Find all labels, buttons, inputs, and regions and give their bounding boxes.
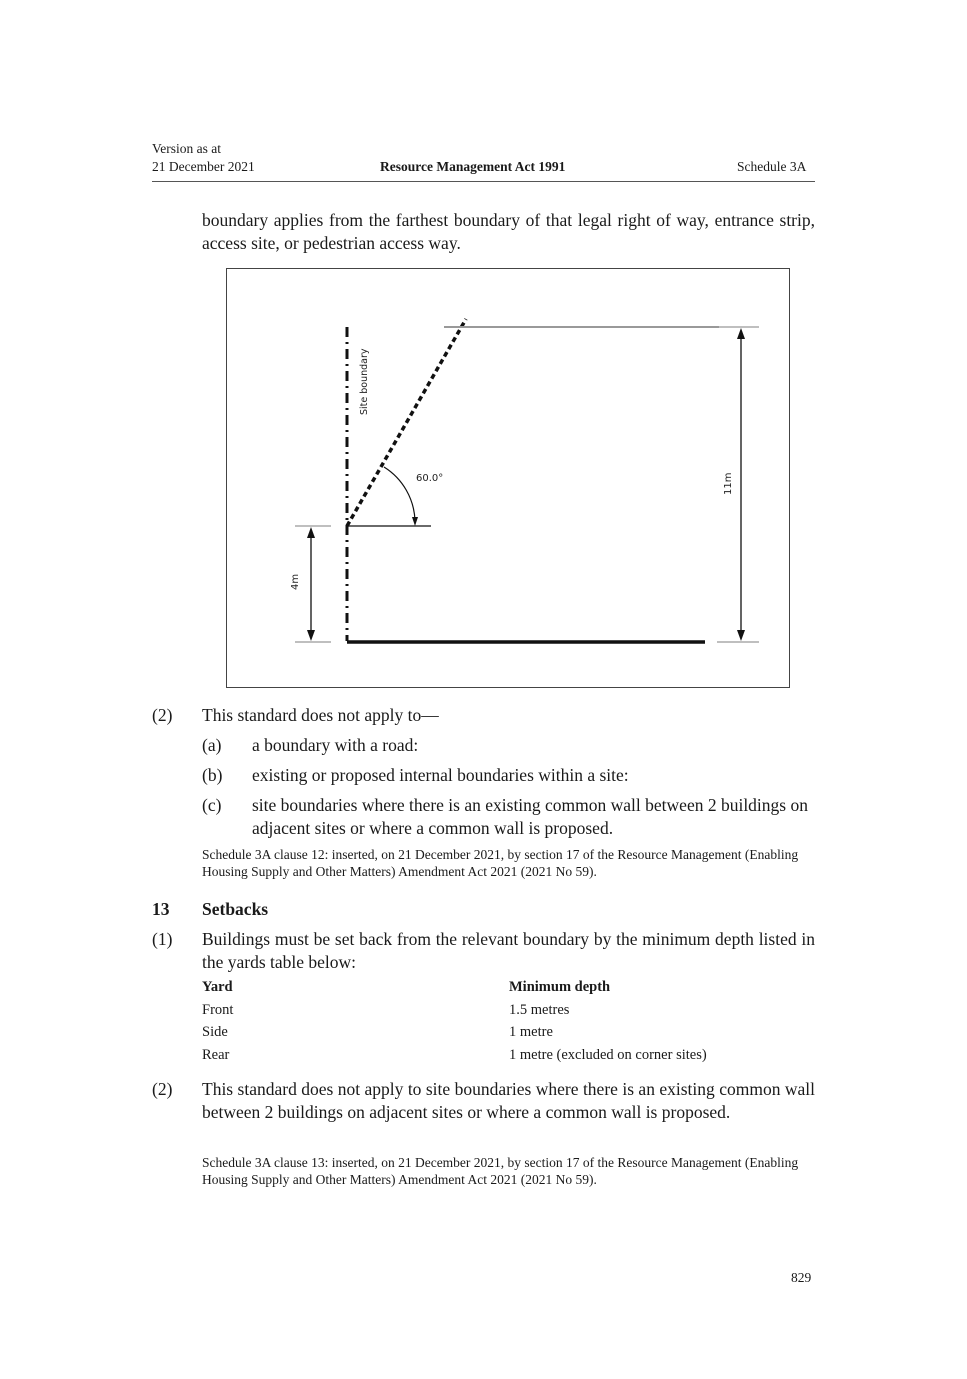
base-dim-arrow-top <box>307 527 315 538</box>
diagram-svg <box>227 269 791 689</box>
table-header-yard: Yard <box>202 979 233 995</box>
table-cell-depth: 1 metre <box>509 1024 553 1040</box>
clause13-history-note: Schedule 3A clause 13: inserted, on 21 December 2021, by section 17 of the Resource Management (Enabling Housing Supply and Other Matters) Amendment Act 2021 (2021 No 59). <box>202 1155 799 1187</box>
site-boundary-label: Site boundary <box>359 348 370 415</box>
table-cell-yard: Rear <box>202 1047 230 1063</box>
schedule-label: Schedule 3A <box>737 159 807 174</box>
angle-arrowhead <box>412 517 418 526</box>
clause12-history-note: Schedule 3A clause 12: inserted, on 21 December 2021, by section 17 of the Resource Management (Enabling Housing Supply and Other Matters) Amendment Act 2021 (2021 No 59). <box>202 847 799 879</box>
clause12-item-b-number: (b) <box>202 765 223 785</box>
act-title: Resource Management Act 1991 <box>380 159 566 174</box>
clause12-item-a-number: (a) <box>202 735 222 755</box>
angle-label: 60.0° <box>416 473 444 484</box>
intro-paragraph: boundary applies from the farthest boundary of that legal right of way, entrance strip, access site, or pedestrian access way. <box>202 210 815 253</box>
clause13-sub1-text: Buildings must be set back from the relevant boundary by the minimum depth listed in the yards table below: <box>202 929 815 972</box>
version-date: 21 December 2021 <box>152 159 255 174</box>
angle-arc <box>384 467 415 521</box>
table-cell-depth: 1.5 metres <box>509 1002 570 1018</box>
header-rule <box>152 181 815 182</box>
table-header-minimum-depth: Minimum depth <box>509 979 611 995</box>
clause12-sub2-text: This standard does not apply to— <box>202 705 439 725</box>
clause13-heading: Setbacks <box>202 899 269 919</box>
clause13-number: 13 <box>152 899 170 919</box>
table-cell-yard: Front <box>202 1002 234 1018</box>
clause12-item-c-text: site boundaries where there is an existing common wall between 2 buildings on adjacent sites or where a common wall is proposed. <box>252 795 808 838</box>
base-dim-arrow-bottom <box>307 630 315 641</box>
height-to-boundary-diagram <box>226 268 790 688</box>
clause12-item-a-text: a boundary with a road: <box>252 735 419 755</box>
clause12-sub2-number: (2) <box>152 705 173 725</box>
clause13-sub1-number: (1) <box>152 929 173 949</box>
height-label: 11m <box>723 472 734 495</box>
version-label: Version as at <box>152 141 221 156</box>
height-dim-arrow-bottom <box>737 630 745 641</box>
base-height-label: 4m <box>290 573 301 590</box>
clause13-sub2-number: (2) <box>152 1079 173 1099</box>
clause12-item-c-number: (c) <box>202 795 222 815</box>
clause13-sub2-text: This standard does not apply to site boundaries where there is an existing common wall between 2 buildings on adjacent sites or where a common wall is proposed. <box>202 1079 815 1122</box>
table-cell-yard: Side <box>202 1024 228 1040</box>
page-number: 829 <box>791 1270 812 1285</box>
clause12-item-b-text: existing or proposed internal boundaries within a site: <box>252 765 629 785</box>
table-cell-depth: 1 metre (excluded on corner sites) <box>509 1047 707 1063</box>
height-dim-arrow-top <box>737 328 745 339</box>
